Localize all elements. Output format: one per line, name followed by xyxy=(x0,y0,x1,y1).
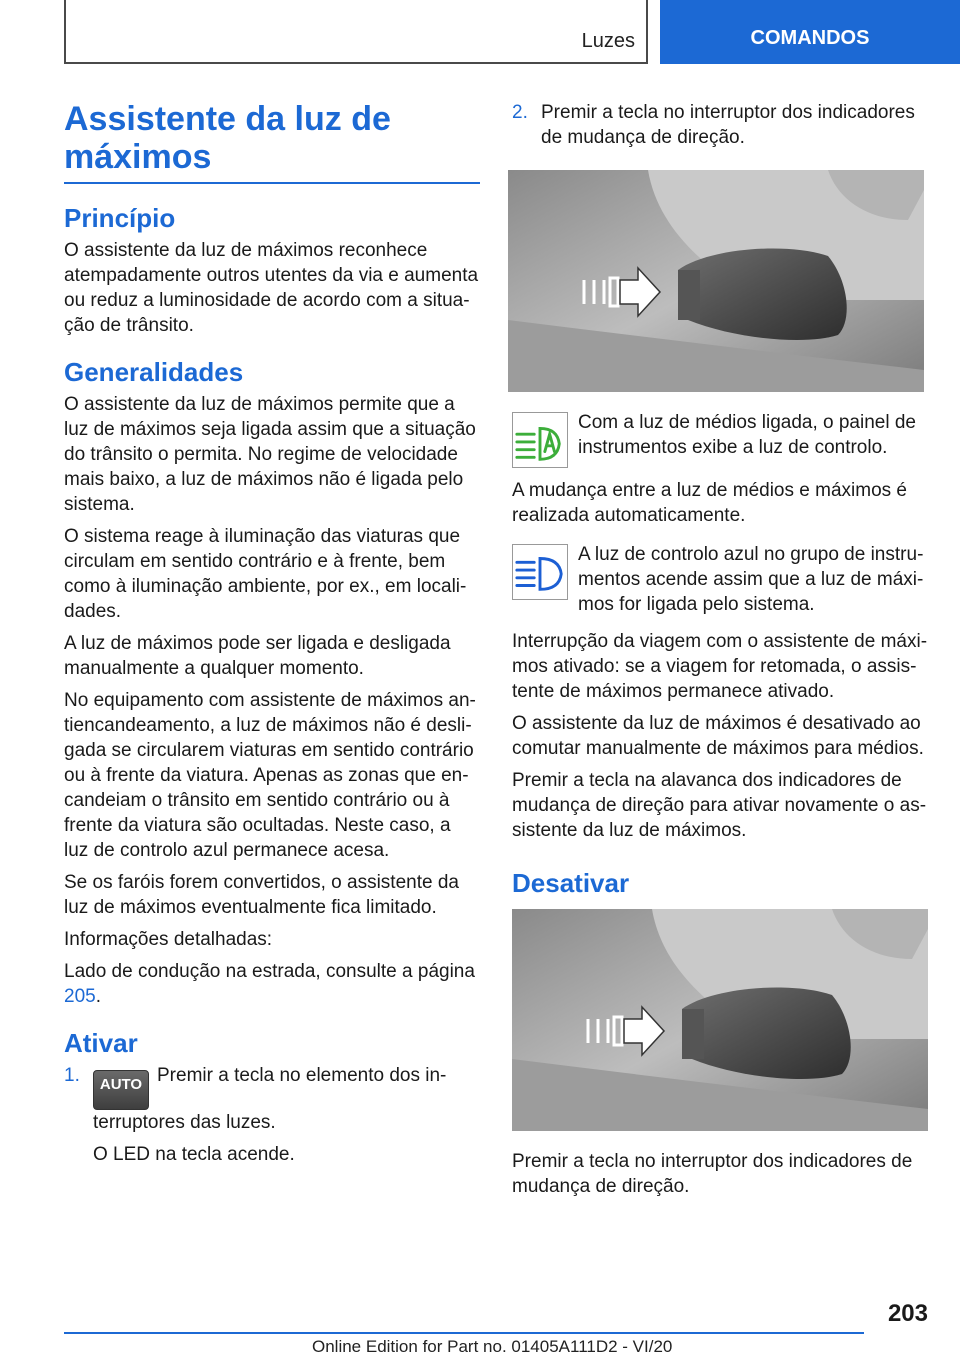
paragraph: Se os faróis forem convertidos, o assistente da luz de máximos eventualmente fica limitado. xyxy=(64,872,459,918)
paragraph: A luz de máximos pode ser ligada e desligada manualmente a qualquer momento. xyxy=(64,633,451,679)
heading-generalidades: Generalidades xyxy=(64,357,244,387)
step-1-result: O LED na tecla acende. xyxy=(93,1144,295,1165)
chapter-tab[interactable]: COMANDOS xyxy=(660,0,960,64)
high-beam-indicator-icon xyxy=(512,544,568,600)
paragraph: O sistema reage à iluminação das viaturas que circulam em sentido contrário e à frente, bem como à iluminação ambiente, por ex., em localidades. xyxy=(64,526,467,622)
indicator-row-lowbeam xyxy=(512,410,928,468)
left-column xyxy=(64,100,480,1174)
header-frame xyxy=(64,0,648,64)
turn-signal-lever-photo-2 xyxy=(512,909,928,1131)
reference-suffix: . xyxy=(95,986,101,1007)
page-title: Assistente da luz de máximos xyxy=(64,100,480,184)
heading-desativar: Desativar xyxy=(512,868,630,898)
paragraph: O assistente da luz de máximos reconhece atempadamente outros utentes da via e aumenta ou reduz a luminosidade de acordo com a situação de trânsito. xyxy=(64,240,479,336)
page-number: 203 xyxy=(887,1300,928,1327)
step-text: Premir a tecla no elemento dos interruptores das luzes. xyxy=(93,1065,447,1133)
heading-principio: Princípio xyxy=(64,203,176,233)
paragraph: Informações detalhadas: xyxy=(64,929,273,950)
section-title: Luzes xyxy=(581,30,635,52)
step-number: 1. xyxy=(64,1065,80,1086)
auto-button-icon: AUTO xyxy=(93,1070,149,1110)
indicator-text: Com a luz de médios ligada, o painel de instrumentos exibe a luz de controlo. xyxy=(578,412,916,458)
page-link[interactable]: 205 xyxy=(64,986,96,1007)
high-beam-assist-indicator-icon xyxy=(512,412,568,468)
turn-signal-lever-photo xyxy=(508,170,924,392)
paragraph: Premir a tecla na alavanca dos indicadores de mudança de direção para ativar novamente o assistente da luz de máximos. xyxy=(512,770,927,841)
step-text: Premir a tecla no interruptor dos indicadores de mudança de direção. xyxy=(541,102,915,148)
paragraph: O assistente da luz de máximos permite que a luz de máximos seja ligada assim que a situação do trânsito o permita. No regime de velocidade mais baixo, a luz de máximos não é ligada pelo sistema. xyxy=(64,394,476,515)
reference-text: Lado de condução na estrada, consulte a página xyxy=(64,961,475,982)
paragraph: A mudança entre a luz de médios e máximos é realizada automaticamente. xyxy=(512,480,907,526)
step-number: 2. xyxy=(512,102,528,123)
indicator-text: A luz de controlo azul no grupo de instrumentos acende assim que a luz de máximos for ligada pelo sistema. xyxy=(578,544,924,615)
footer-divider xyxy=(64,1332,864,1334)
right-column xyxy=(512,100,928,1206)
paragraph: Premir a tecla no interruptor dos indicadores de mudança de direção. xyxy=(512,1151,913,1197)
heading-ativar: Ativar xyxy=(64,1028,138,1058)
paragraph: No equipamento com assistente de máximos antiencandeamento, a luz de máximos não é desligada se circularem viaturas em sentido contrário ou à frente da viatura. Apenas as zonas que encandeiam o trânsito em sentido contrário ou à frente da viatura são ocultadas. Neste caso, a luz de controlo azul permanece acesa. xyxy=(64,690,476,861)
paragraph-reference xyxy=(64,959,480,1009)
edition-footer: Online Edition for Part no. 01405A111D2 - VI/20 xyxy=(312,1337,673,1356)
step-2 xyxy=(512,100,928,150)
paragraph: Interrupção da viagem com o assistente de máximos ativado: se a viagem for retomada, o assistente de máximos permanece ativado. xyxy=(512,631,928,702)
indicator-row-highbeam xyxy=(512,542,928,617)
paragraph: O assistente da luz de máximos é desativado ao comutar manualmente de máximos para médios. xyxy=(512,713,924,759)
step-1 xyxy=(64,1063,480,1135)
